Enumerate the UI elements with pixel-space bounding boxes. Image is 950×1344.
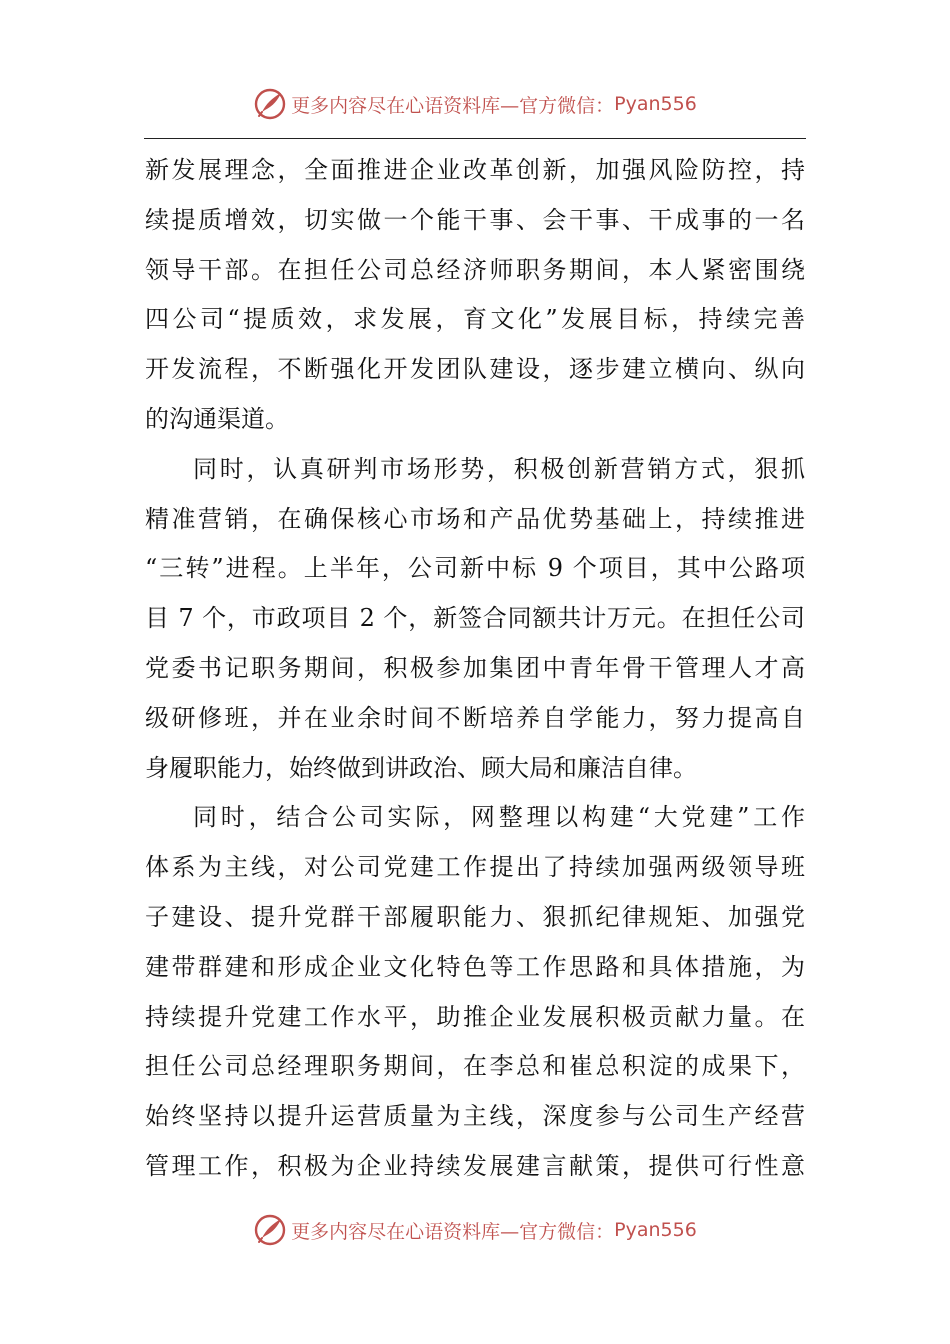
text-line: “三转”进程。上半年，公司新中标 9 个项目，其中公路项 xyxy=(145,554,805,583)
text-line: 续提质增效，切实做一个能干事、会干事、干成事的一名 xyxy=(145,205,805,234)
text-line: 新发展理念，全面推进企业改革创新，加强风险防控，持 xyxy=(145,156,805,184)
text-line: 目 7 个，市政项目 2 个，新签合同额共计万元。在担任公司 xyxy=(145,604,805,633)
text-line: 四公司“提质效，求发展，育文化”发展目标，持续完善 xyxy=(145,305,805,334)
text-line: 开发流程，不断强化开发团队建设，逐步建立横向、纵向 xyxy=(145,355,805,384)
text-line: 的沟通渠道。 xyxy=(145,404,289,433)
text-line: 领导干部。在担任公司总经济师职务期间，本人紧密围绕 xyxy=(145,255,805,284)
text-line: 持续提升党建工作水平，助推企业发展积极贡献力量。在 xyxy=(145,1002,805,1031)
header-rule xyxy=(144,138,806,139)
footer-watermark xyxy=(0,1210,950,1250)
text-line: 同时，结合公司实际，网整理以构建“大党建”工作 xyxy=(193,803,805,832)
text-line: 级研修班，并在业余时间不断培养自学能力，努力提高自 xyxy=(145,703,805,732)
text-line: 党委书记职务期间，积极参加集团中青年骨干管理人才高 xyxy=(145,653,805,682)
text-line: 建带群建和形成企业文化特色等工作思路和具体措施，为 xyxy=(145,952,805,981)
quill-logo-icon xyxy=(253,87,287,121)
quill-logo-icon xyxy=(253,1213,287,1247)
text-line: 精准营销，在确保核心市场和产品优势基础上，持续推进 xyxy=(145,504,805,533)
watermark-text: 更多内容尽在心语资料库—官方微信： xyxy=(291,94,615,117)
header-watermark xyxy=(0,84,950,124)
document-body xyxy=(145,146,805,1192)
text-line: 担任公司总经理职务期间，在李总和崔总积淀的成果下， xyxy=(145,1052,805,1081)
text-line: 身履职能力，始终做到讲政治、顾大局和廉洁自律。 xyxy=(145,753,697,782)
watermark-text: 更多内容尽在心语资料库—官方微信： xyxy=(291,1220,615,1243)
wechat-id: Pyan556 xyxy=(614,93,697,115)
text-line: 管理工作，积极为企业持续发展建言献策，提供可行性意 xyxy=(145,1151,805,1180)
text-line: 同时，认真研判市场形势，积极创新营销方式，狠抓 xyxy=(193,454,805,483)
text-line: 始终坚持以提升运营质量为主线，深度参与公司生产经营 xyxy=(145,1102,805,1131)
text-line: 体系为主线，对公司党建工作提出了持续加强两级领导班 xyxy=(145,853,805,882)
wechat-id: Pyan556 xyxy=(614,1219,697,1241)
text-line: 子建设、提升党群干部履职能力、狠抓纪律规矩、加强党 xyxy=(145,902,805,931)
